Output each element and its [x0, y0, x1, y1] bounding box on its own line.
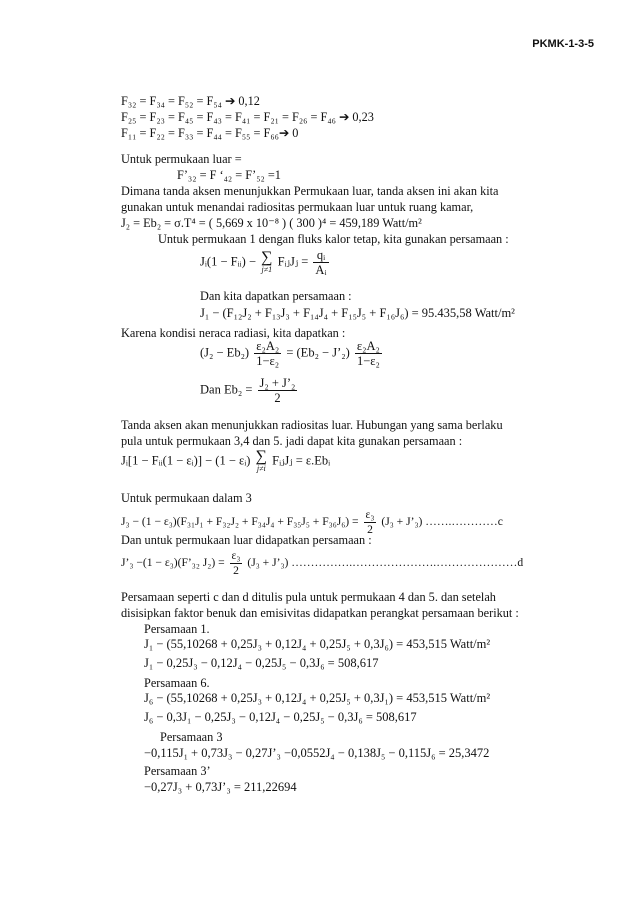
fraction-numerator: ε₃ — [365, 508, 375, 521]
view-factor-line-3: F₁₁ = F₂₂ = F₃₃ = F₄₄ = F₅₅ = F₆₆➔ 0 — [121, 126, 299, 140]
paragraph-outer-d: Dan untuk permukaan luar didapatkan persamaan : — [121, 533, 372, 547]
outer-surface-equation: F’₃₂ = F ‘₄₂ = F’₅₂ =1 — [177, 168, 281, 182]
fraction-denominator: Aᵢ — [315, 263, 327, 277]
fraction-denominator: 2 — [233, 564, 239, 577]
equation-surface-1: J₁ − (F₁₂J₂ + F₁₃J₃ + F₁₄J₄ + F₁₅J₅ + F₁₆J₆) = 95.435,58 Watt/m² — [200, 306, 515, 320]
equation-6-b: J₆ − 0,3J₁ − 0,25J₃ − 0,12J₄ − 0,25J₅ − 0,3J₆ = 508,617 — [144, 710, 417, 724]
page-code: PKMK-1-3-5 — [532, 38, 594, 50]
equation-general — [121, 449, 330, 474]
equation-d — [121, 549, 523, 578]
sum-limit: j≠1 — [261, 265, 273, 274]
equation-3p-a: −0,27J₃ + 0,73J’₃ = 211,22694 — [144, 780, 297, 794]
equation-d-left: J’₃ −(1 − ε₃)(F’₃₂ J₂) = — [121, 556, 225, 570]
equation-eb2 — [200, 376, 299, 405]
paragraph-system-a: Persamaan seperti c dan d ditulis pula untuk permukaan 4 dan 5. dan setelah — [121, 590, 496, 604]
equation-flux-left: Jᵢ(1 − Fᵢᵢ) − — [200, 254, 256, 269]
fraction-denominator: 2 — [367, 523, 373, 536]
fraction-numerator: qᵢ — [313, 248, 328, 263]
sum-symbol: ∑ j≠1 — [261, 249, 273, 274]
fraction-denominator: 1−ε₂ — [356, 354, 380, 368]
equation-1-a: J₁ − (55,10268 + 0,25J₃ + 0,12J₄ + 0,25J₅ + 0,3J₆) = 453,515 Watt/m² — [144, 637, 491, 651]
view-factor-line-2: F₂₅ = F₂₃ = F₄₅ = F₄₃ = F₄₁ = F₂₁ = F₂₆ = F₄₆ ➔ 0,23 — [121, 110, 374, 124]
equation-flux-fraction — [313, 248, 328, 277]
paragraph-accent-a: Dimana tanda aksen menunjukkan Permukaan luar, tanda aksen ini akan kita — [121, 184, 499, 198]
equation-1-label: Persamaan 1. — [144, 622, 210, 636]
paragraph-surface-1: Untuk permukaan 1 dengan fluks kalor tetap, kita gunakan persamaan : — [158, 232, 509, 246]
equation-eb2-fraction — [258, 376, 298, 405]
view-factor-line-1: F₃₂ = F₃₄ = F₅₂ = F₅₄ ➔ 0,12 — [121, 94, 260, 108]
equation-balance-fraction-2 — [355, 339, 382, 368]
equation-6-label: Persamaan 6. — [144, 676, 210, 690]
fraction-numerator: ε₂A₂ — [256, 339, 280, 353]
equation-3-label: Persamaan 3 — [160, 730, 223, 744]
equation-3-a: −0,115J₁ + 0,73J₃ − 0,27J’₃ −0,0552J₄ − 0,138J₅ − 0,115J₆ = 25,3472 — [144, 746, 490, 760]
paragraph-balance: Karena kondisi neraca radiasi, kita dapatkan : — [121, 326, 346, 340]
equation-1-b: J₁ − 0,25J₃ − 0,12J₄ − 0,25J₅ − 0,3J₆ = 508,617 — [144, 656, 379, 670]
equation-general-left: Jᵢ[1 − Fᵢᵢ(1 − εᵢ)] − (1 − εᵢ) — [121, 453, 251, 468]
fraction-denominator: 2 — [274, 391, 281, 405]
paragraph-accent-b: gunakan untuk menandai radiositas permukaan luar untuk ruang kamar, — [121, 200, 474, 214]
fraction-numerator: ε₃ — [231, 549, 241, 562]
paragraph-system-b: disisipkan faktor benuk dan emisivitas didapatkan perangkat persamaan berikut : — [121, 606, 519, 620]
outer-surface-label: Untuk permukaan luar = — [121, 152, 242, 166]
fraction-denominator: 1−ε₂ — [256, 354, 280, 368]
equation-d-right: (J₃ + J’₃) …………….………………….…………………d — [247, 556, 524, 570]
equation-3p-label: Persamaan 3’ — [144, 764, 211, 778]
equation-c-right: (J₃ + J’₃) …….…………c — [381, 515, 503, 529]
fraction-numerator: J₂ + J’₂ — [259, 376, 296, 390]
equation-flux — [200, 248, 331, 277]
fraction-numerator: ε₂A₂ — [356, 339, 380, 353]
sum-symbol: ∑ j≠i — [255, 448, 267, 473]
equation-balance-mid: = (Eb₂ − J’₂) — [286, 345, 350, 360]
paragraph-inner-3: Untuk permukaan dalam 3 — [121, 491, 252, 505]
equation-balance-left: (J₂ − Eb₂) — [200, 345, 250, 360]
equation-c-left: J₃ − (1 − ε₃)(F₃₁J₁ + F₃₂J₂ + F₃₄J₄ + F₃₅J₅ + F₃₆J₆) = — [121, 515, 359, 529]
equation-general-right: FᵢⱼJⱼ = ε.Ebᵢ — [272, 453, 331, 468]
equation-eb2-label: Dan Eb₂ = — [200, 382, 253, 397]
paragraph-accent-outer-b: pula untuk permukaan 3,4 dan 5. jadi dapat kita gunakan persamaan : — [121, 434, 463, 448]
equation-balance — [200, 339, 384, 368]
radiosity-j2-equation: J₂ = Eb₂ = σ.T⁴ = ( 5,669 x 10⁻⁸ ) ( 300 )⁴ = 459,189 Watt/m² — [121, 216, 422, 230]
equation-flux-mid: FᵢⱼJⱼ = — [277, 254, 309, 269]
equation-6-a: J₆ − (55,10268 + 0,25J₃ + 0,12J₄ + 0,25J₅ + 0,3J₁) = 453,515 Watt/m² — [144, 691, 491, 705]
equation-d-fraction — [230, 549, 243, 578]
paragraph-accent-outer-a: Tanda aksen akan menunjukkan radiositas luar. Hubungan yang sama berlaku — [121, 418, 503, 432]
paragraph-obtain: Dan kita dapatkan persamaan : — [200, 289, 352, 303]
sum-limit: j≠i — [256, 464, 266, 473]
equation-balance-fraction-1 — [254, 339, 281, 368]
